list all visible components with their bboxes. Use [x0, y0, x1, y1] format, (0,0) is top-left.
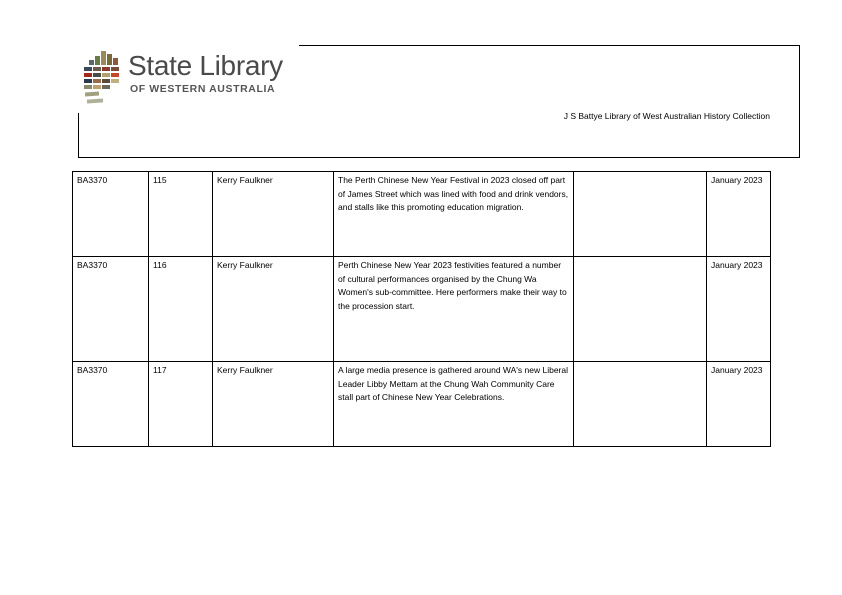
header-border-bottom [78, 157, 800, 158]
table-row [73, 362, 771, 447]
item-number-cell: 117 [149, 362, 213, 447]
table-row [73, 172, 771, 257]
library-logo-icon [82, 48, 122, 108]
notes-cell [574, 172, 707, 257]
notes-cell [574, 362, 707, 447]
logo-title: State Library [128, 50, 283, 81]
collection-title: J S Battye Library of West Australian History Collection [563, 111, 770, 121]
notes-cell [574, 257, 707, 362]
call-number-cell: BA3370 [73, 362, 149, 447]
date-cell: January 2023 [707, 257, 771, 362]
header-border-right [799, 45, 800, 158]
call-number-cell: BA3370 [73, 257, 149, 362]
state-library-logo [82, 48, 302, 108]
photographer-cell: Kerry Faulkner [213, 257, 334, 362]
call-number-cell: BA3370 [73, 172, 149, 257]
item-number-cell: 116 [149, 257, 213, 362]
photographer-cell: Kerry Faulkner [213, 172, 334, 257]
description-cell: Perth Chinese New Year 2023 festivities featured a number of cultural performances organised by the Chung Wa Women's sub-committee. Here performers make their way to the procession start. [334, 257, 574, 362]
description-cell: A large media presence is gathered around WA's new Liberal Leader Libby Mettam at the Chung Wah Community Care stall part of Chinese New Year Celebrations. [334, 362, 574, 447]
table-row [73, 257, 771, 362]
header-border-left [78, 113, 79, 158]
logo-subtitle: OF WESTERN AUSTRALIA [130, 83, 276, 95]
date-cell: January 2023 [707, 172, 771, 257]
item-number-cell: 115 [149, 172, 213, 257]
records-table [72, 171, 771, 447]
header-border-top [299, 45, 800, 46]
date-cell: January 2023 [707, 362, 771, 447]
photographer-cell: Kerry Faulkner [213, 362, 334, 447]
description-cell: The Perth Chinese New Year Festival in 2023 closed off part of James Street which was lined with food and drink vendors, and stalls like this promoting education migration. [334, 172, 574, 257]
